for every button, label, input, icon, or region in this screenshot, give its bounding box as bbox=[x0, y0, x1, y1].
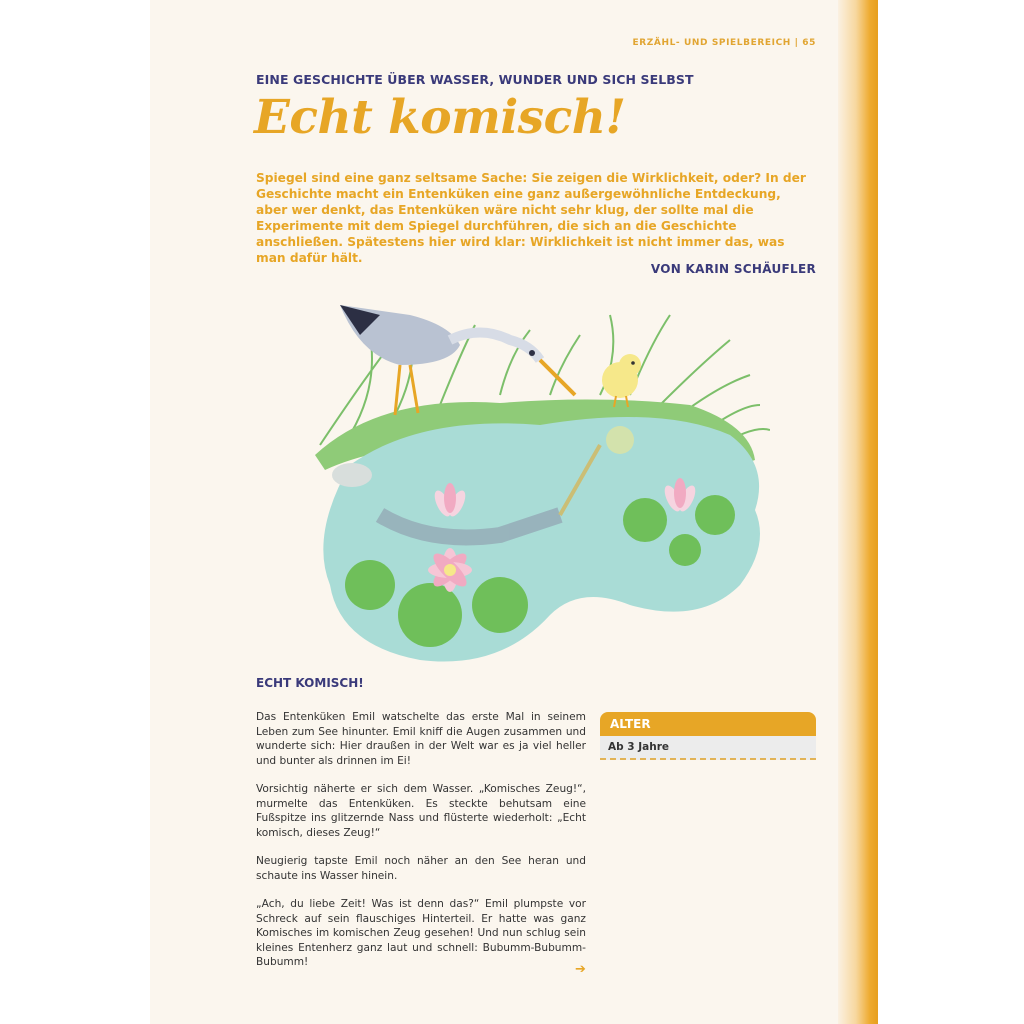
article-lead: Spiegel sind eine ganz seltsame Sache: Sie zeigen die Wirklichkeit, oder? In der Geschichte macht ein Entenküken eine ganz außergewöhnliche Entdeckung, aber wer denkt, das Entenküken wäre nicht sehr klug, der sollte mal die Experimente mit dem Spiegel durchführen, die sich an die Geschichte anschließen. Spätestens hier wird klar: Wirklichkeit ist nicht immer das, was man dafür hält. bbox=[256, 171, 806, 265]
magazine-page bbox=[150, 0, 860, 1024]
infobox-heading: ALTER bbox=[600, 712, 816, 736]
story-paragraph: Vorsichtig näherte er sich dem Wasser. „Komisches Zeug!“, murmelte das Entenküken. Es steckte behutsam eine Fußspitze ins glitzernde Nass und flüsterte wiederholt: „Echt komisch, dieses Zeug!“ bbox=[256, 783, 586, 839]
story-paragraph: Neugierig tapste Emil noch näher an den See heran und schaute ins Wasser hinein. bbox=[256, 855, 586, 882]
duckling-illustration bbox=[602, 354, 641, 407]
stone-illustration bbox=[332, 463, 372, 487]
story-paragraph: „Ach, du liebe Zeit! Was ist denn das?“ Emil plumpste vor Schreck auf sein flauschiges Hinterteil. Er hatte was ganz Komisches im komischen Zeug gesehen! Und nun schlug sein kleines Entenherz ganz laut und schnell: Bubumm-Bubumm-Bubumm! bbox=[256, 898, 586, 968]
article-title: Echt komisch! bbox=[254, 90, 626, 145]
infobox-value: Ab 3 Jahre bbox=[600, 736, 816, 760]
story-heading: ECHT KOMISCH! bbox=[256, 676, 364, 690]
age-infobox bbox=[600, 712, 816, 760]
running-head: ERZÄHL- UND SPIELBEREICH | 65 bbox=[632, 38, 816, 48]
story-text bbox=[256, 710, 586, 984]
pond-heron-duckling-illustration bbox=[300, 285, 770, 670]
story-paragraph: Das Entenküken Emil watschelte das erste Mal in seinem Leben zum See hinunter. Emil kniff die Augen zusammen und wunderte sich: Hier draußen in der Welt war es ja viel heller und bunter als drinnen im Ei! bbox=[256, 711, 586, 767]
page-edge-gradient bbox=[838, 0, 878, 1024]
heron-illustration bbox=[340, 305, 575, 415]
article-kicker: EINE GESCHICHTE ÜBER WASSER, WUNDER UND SICH SELBST bbox=[256, 72, 694, 87]
article-byline: VON KARIN SCHÄUFLER bbox=[650, 262, 816, 276]
arrow-right-icon: ➔ bbox=[575, 962, 586, 977]
